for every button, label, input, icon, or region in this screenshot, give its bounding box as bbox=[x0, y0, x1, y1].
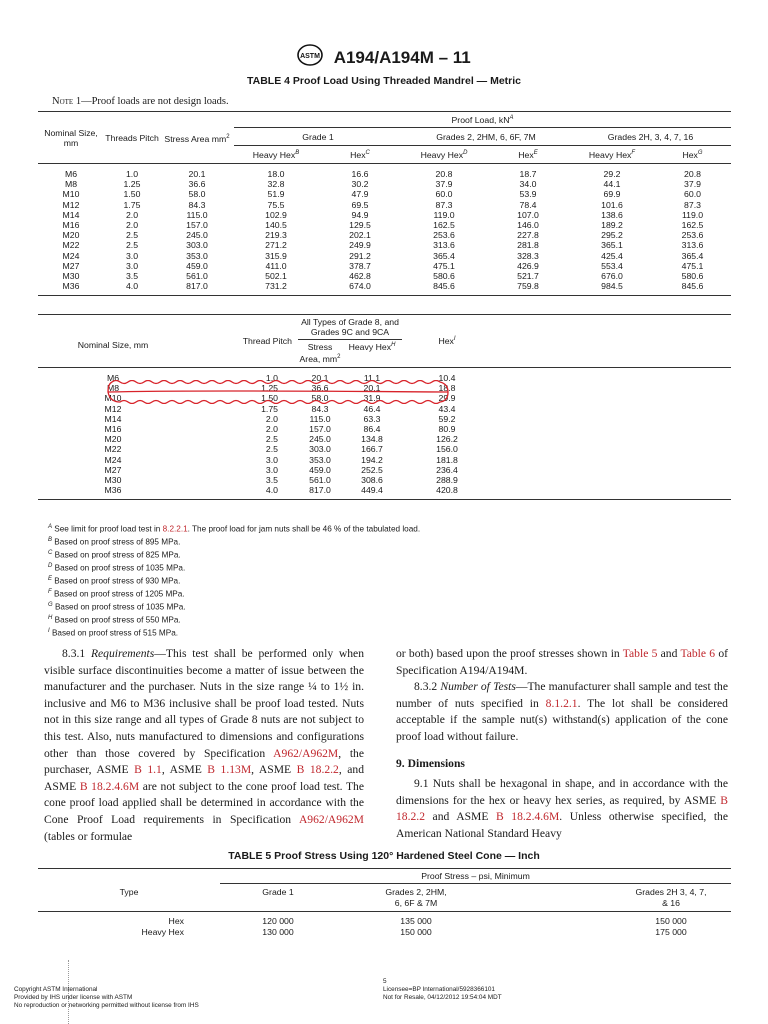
body-right-column bbox=[396, 646, 728, 843]
table-cell: 80.9 bbox=[438, 423, 456, 434]
table-cell: 249.9 bbox=[349, 240, 371, 251]
table-cell: 150 000 bbox=[655, 916, 687, 926]
table-cell: 31.9 bbox=[363, 393, 381, 404]
table-cell: 32.8 bbox=[267, 179, 285, 190]
table-cell: M27 bbox=[104, 464, 122, 475]
col-threads-pitch: Threads Pitch bbox=[104, 112, 160, 164]
col-t5-grades2h: Grades 2H 3, 4, 7, & 16 bbox=[635, 887, 707, 908]
table-cell: 3.0 bbox=[265, 464, 278, 475]
col-g8-hex: Hex$^I$ bbox=[402, 315, 492, 368]
link-a962-b[interactable]: A962/A962M bbox=[298, 812, 364, 826]
table-row bbox=[38, 281, 731, 296]
table-cell: 194.2 bbox=[361, 454, 383, 465]
table-row bbox=[38, 444, 731, 454]
table-row bbox=[38, 271, 731, 281]
table-cell: 303.0 bbox=[309, 444, 331, 455]
table-cell: 449.4 bbox=[361, 485, 383, 496]
table-cell: M24 bbox=[62, 250, 80, 261]
table-row bbox=[38, 210, 731, 220]
table-cell: Heavy Hex bbox=[141, 926, 184, 937]
table-cell: 420.8 bbox=[436, 485, 458, 496]
paragraph-8-3-1: 8.3.1 Requirements—This test shall be performed only when visible surface discontinuities become a matter of issue between the manufacturer and the purchaser. Nuts in the size range ¼ to 1½ in. inclusive and M6 to M36 inclusive shall be proof load tested. Nuts not in this size range and all types of Grade 8 nuts are not subject to this test. Also, nuts manufactured to dimensions and configurations other than those covered by Specification A962/A962M, the purchaser, ASME B 1.1, ASME B 1.13M, ASME B 18.2.2, and ASME B 18.2.4.6M are not subject to the cone proof load test. The cone proof load applied shall be determined in accordance with the Cone Proof Load requirements in Specification A962/A962M (tables or formulae bbox=[44, 647, 364, 843]
table-cell: M14 bbox=[62, 209, 80, 220]
table-cell: 4.0 bbox=[265, 485, 278, 496]
table-row bbox=[38, 927, 731, 938]
table-cell: 18.8 bbox=[438, 383, 456, 394]
table-cell: 175 000 bbox=[655, 926, 687, 937]
table-cell: M24 bbox=[104, 454, 122, 465]
table-cell: 459.0 bbox=[309, 464, 331, 475]
table-cell: 1.75 bbox=[261, 403, 278, 414]
table-cell: 18.7 bbox=[519, 169, 537, 179]
table-row bbox=[38, 485, 731, 500]
table-row bbox=[38, 240, 731, 250]
col-g8-heavy-hex: Heavy Hex$^H$ bbox=[342, 340, 402, 368]
page-number: 5 bbox=[383, 978, 387, 985]
table-cell: 4.0 bbox=[125, 281, 139, 292]
col-g2-hex: Hex$^E$ bbox=[518, 149, 538, 160]
table-cell: 502.1 bbox=[265, 271, 287, 282]
col-g1-hex: Hex$^C$ bbox=[350, 149, 370, 160]
link-a962[interactable]: A962/A962M bbox=[273, 746, 339, 760]
table-grade8-proof-load bbox=[38, 314, 731, 500]
table-cell: 313.6 bbox=[681, 240, 704, 251]
table-cell: 129.5 bbox=[349, 220, 371, 231]
table-cell: M16 bbox=[104, 423, 122, 434]
col-t5-type: Type bbox=[119, 886, 139, 897]
table-cell: 181.8 bbox=[436, 454, 458, 465]
table-cell: M27 bbox=[62, 260, 80, 271]
table-cell: 2.0 bbox=[125, 220, 139, 231]
table-cell: 219.3 bbox=[265, 230, 287, 241]
table-cell: 202.1 bbox=[349, 230, 371, 241]
col-g8-group-header: All Types of Grade 8, and Grades 9C and 9CA bbox=[298, 315, 402, 340]
table-cell: 135 000 bbox=[400, 916, 432, 926]
svg-text:ASTM: ASTM bbox=[300, 53, 321, 60]
table-cell: 36.6 bbox=[311, 383, 329, 394]
link-8-1-2-1[interactable]: 8.1.2.1 bbox=[545, 696, 578, 710]
table-cell: 30.2 bbox=[351, 179, 369, 190]
table4-proof-load bbox=[38, 111, 731, 296]
table-cell: 1.50 bbox=[261, 393, 278, 404]
table-cell: 252.5 bbox=[361, 464, 383, 475]
table-cell: 20.8 bbox=[684, 169, 701, 179]
col-nominal-size: Nominal Size, mm bbox=[38, 112, 104, 164]
table-cell: 138.6 bbox=[601, 209, 623, 220]
col-grade1: Grade 1 bbox=[234, 128, 402, 146]
table-cell: 1.25 bbox=[123, 179, 141, 190]
link-table5[interactable]: Table 5 bbox=[622, 647, 658, 660]
col-grades2h: Grades 2H, 3, 4, 7, 16 bbox=[570, 128, 731, 146]
table-cell: 43.4 bbox=[438, 403, 456, 414]
table-cell: M8 bbox=[106, 383, 120, 394]
table-cell: M20 bbox=[62, 230, 80, 241]
table-cell: 20.8 bbox=[435, 169, 453, 179]
table5-caption: TABLE 5 Proof Stress Using 120° Hardened Steel Cone — Inch bbox=[228, 850, 540, 862]
col-proof-load: Proof Load, $kN^A$ bbox=[234, 112, 731, 128]
table-row bbox=[38, 230, 731, 240]
table-cell: 87.3 bbox=[684, 199, 701, 210]
table-cell: 227.8 bbox=[517, 230, 539, 241]
col-grades2: Grades 2, 2HM, 6, 6F, 7M bbox=[402, 128, 570, 146]
table-cell: 475.1 bbox=[681, 260, 704, 271]
table-cell: M20 bbox=[104, 434, 122, 445]
table-cell: 1.25 bbox=[261, 383, 278, 394]
table-cell: 29.9 bbox=[438, 393, 456, 404]
footer-left: Copyright ASTM International Provided by IHS under license with ASTM No reproduction or networking permitted without license from IHS bbox=[14, 986, 199, 1009]
table-row bbox=[38, 179, 731, 189]
table-cell: 580.6 bbox=[433, 271, 455, 282]
table-cell: M36 bbox=[104, 485, 122, 496]
astm-logo-icon bbox=[297, 44, 323, 71]
col-t5-grade1: Grade 1 bbox=[262, 887, 294, 897]
table-cell: 236.4 bbox=[436, 464, 458, 475]
table-row bbox=[38, 455, 731, 465]
table-cell: 426.9 bbox=[517, 260, 539, 271]
table-cell: 425.4 bbox=[601, 250, 623, 261]
table-cell: 60.0 bbox=[684, 189, 701, 200]
col-g8-stress-area: Stress Area, $mm^2$ bbox=[298, 340, 342, 368]
table-cell: 94.9 bbox=[351, 209, 369, 220]
table-cell: 2.0 bbox=[265, 413, 278, 424]
link-b18-2-4-6m-b[interactable]: B 18.2.4.6M bbox=[496, 810, 560, 824]
table-cell: 10.4 bbox=[438, 372, 456, 383]
table-cell: 2.5 bbox=[265, 444, 278, 455]
col-g2-heavy-hex: Heavy Hex$^D$ bbox=[420, 149, 468, 160]
table-cell: 29.2 bbox=[603, 169, 621, 179]
col-g8-nominal: Nominal Size, mm bbox=[38, 315, 188, 368]
table-row bbox=[38, 164, 731, 180]
annotation-highlight-icon bbox=[104, 380, 454, 404]
table-cell: Hex bbox=[168, 916, 184, 926]
table-cell: 817.0 bbox=[309, 485, 331, 496]
table-cell: 3.5 bbox=[125, 271, 139, 282]
table-cell: 759.8 bbox=[517, 281, 539, 292]
table-cell: M8 bbox=[64, 179, 78, 190]
table-cell: 817.0 bbox=[186, 281, 208, 292]
col-t5-group: Proof Stress – psi, Minimum bbox=[220, 869, 731, 884]
table-cell: 120 000 bbox=[262, 916, 294, 926]
footnote: $^F$ Based on proof stress of 1205 MPa. bbox=[48, 589, 185, 599]
table-cell: 1.0 bbox=[125, 169, 139, 179]
table-cell: 150 000 bbox=[400, 926, 432, 937]
table-cell: 162.5 bbox=[433, 220, 455, 231]
table-cell: 308.6 bbox=[361, 474, 383, 485]
table-cell: 271.2 bbox=[265, 240, 287, 251]
table-row bbox=[38, 200, 731, 210]
table-row bbox=[38, 434, 731, 444]
table-cell: 315.9 bbox=[265, 250, 287, 261]
table-cell: 521.7 bbox=[517, 271, 539, 282]
table-row bbox=[38, 424, 731, 434]
table-cell: 328.3 bbox=[517, 250, 539, 261]
table-cell: 845.6 bbox=[433, 281, 455, 292]
table-cell: 411.0 bbox=[265, 260, 287, 271]
table-cell: 59.2 bbox=[438, 413, 456, 424]
table-cell: 53.9 bbox=[519, 189, 537, 200]
table-cell: 1.0 bbox=[265, 372, 278, 383]
footnote: $^I$ Based on proof stress of 515 MPa. bbox=[48, 628, 179, 638]
table-cell: 2.0 bbox=[125, 209, 139, 220]
table-row bbox=[38, 465, 731, 475]
table-cell: 166.7 bbox=[361, 444, 383, 455]
table-cell: 11.1 bbox=[363, 372, 381, 383]
table-cell: 134.8 bbox=[361, 434, 383, 445]
table-row bbox=[38, 912, 731, 927]
table-cell: M6 bbox=[64, 169, 78, 179]
footnote: $^C$ Based on proof stress of 825 MPa. bbox=[48, 550, 181, 560]
table-cell: 34.0 bbox=[519, 179, 537, 190]
table-cell: 365.4 bbox=[681, 250, 704, 261]
table-cell: 63.3 bbox=[363, 413, 381, 424]
table-cell: 731.2 bbox=[265, 281, 287, 292]
link-b1-1[interactable]: B 1.1 bbox=[134, 763, 162, 777]
table-cell: M12 bbox=[62, 199, 80, 210]
table-cell: 1.75 bbox=[123, 199, 141, 210]
section-heading-dimensions: 9. Dimensions bbox=[396, 756, 465, 770]
table-cell: 365.1 bbox=[601, 240, 623, 251]
table-cell: 20.1 bbox=[311, 372, 329, 383]
table-cell: 378.7 bbox=[349, 260, 371, 271]
table-cell: 674.0 bbox=[349, 281, 371, 292]
table-cell: 20.1 bbox=[188, 169, 206, 179]
table-cell: 37.9 bbox=[435, 179, 453, 190]
table-cell: 47.9 bbox=[351, 189, 369, 200]
footnote: $^D$ Based on proof stress of 1035 MPa. bbox=[48, 563, 186, 573]
table-cell: 20.1 bbox=[363, 383, 381, 394]
table-cell: 37.9 bbox=[684, 179, 701, 190]
table-cell: 189.2 bbox=[601, 220, 623, 231]
table-cell: 2.0 bbox=[265, 423, 278, 434]
table-row bbox=[38, 261, 731, 271]
table-cell: 58.0 bbox=[311, 393, 329, 404]
table-row bbox=[38, 404, 731, 414]
table-cell: 58.0 bbox=[188, 189, 206, 200]
table-cell: 245.0 bbox=[186, 230, 208, 241]
table-cell: 84.3 bbox=[311, 403, 329, 414]
table-cell: M30 bbox=[104, 474, 122, 485]
table-cell: M36 bbox=[62, 281, 80, 292]
col-stress-area: Stress Area $mm^2$ bbox=[160, 112, 234, 164]
table-cell: M6 bbox=[106, 372, 120, 383]
paragraph-8-3-1-cont: or both) based upon the proof stresses shown in Table 5 and Table 6 of Specification A194/A194M. bbox=[396, 647, 729, 677]
table-cell: 3.0 bbox=[125, 260, 139, 271]
footnote: $^H$ Based on proof stress of 550 MPa. bbox=[48, 615, 181, 625]
table-cell: M22 bbox=[62, 240, 80, 251]
link-table6[interactable]: Table 6 bbox=[680, 647, 716, 660]
footnote: $^E$ Based on proof stress of 930 MPa. bbox=[48, 576, 181, 586]
table-cell: 126.2 bbox=[436, 434, 458, 445]
table-cell: 580.6 bbox=[681, 271, 704, 282]
table-row bbox=[38, 475, 731, 485]
table-cell: 44.1 bbox=[603, 179, 621, 190]
link-b1-13m[interactable]: B 1.13M bbox=[207, 763, 252, 777]
table-cell: 16.6 bbox=[351, 169, 369, 179]
table-cell: 102.9 bbox=[265, 209, 287, 220]
table-cell: M10 bbox=[104, 393, 122, 404]
table-cell: 162.5 bbox=[681, 220, 704, 231]
table-cell: 253.6 bbox=[681, 230, 704, 241]
table-cell: 2.5 bbox=[125, 230, 139, 241]
table-footnotes bbox=[48, 522, 420, 639]
table-cell: 3.0 bbox=[265, 454, 278, 465]
table4-caption: TABLE 4 Proof Load Using Threaded Mandrel — Metric bbox=[247, 75, 521, 87]
table-cell: 119.0 bbox=[433, 209, 455, 220]
table-cell: 51.9 bbox=[267, 189, 285, 200]
table-cell: 984.5 bbox=[601, 281, 623, 292]
link-b18-2-4-6m[interactable]: B 18.2.4.6M bbox=[79, 779, 140, 793]
table-cell: 36.6 bbox=[188, 179, 206, 190]
col-g1-heavy-hex: Heavy Hex$^B$ bbox=[252, 149, 300, 160]
table-cell: 69.9 bbox=[603, 189, 621, 200]
table-cell: 676.0 bbox=[601, 271, 623, 282]
table-cell: 84.3 bbox=[188, 199, 206, 210]
table-cell: 119.0 bbox=[681, 209, 704, 220]
body-left-column bbox=[44, 646, 364, 845]
col-t5-grades2: Grades 2, 2HM, 6, 6F & 7M bbox=[385, 887, 447, 908]
link-8-2-2-1[interactable]: 8.2.2.1 bbox=[162, 524, 188, 534]
col-g8-thread-pitch: Thread Pitch bbox=[188, 315, 298, 368]
table-cell: 553.4 bbox=[601, 260, 623, 271]
paragraph-9-1: 9.1 Nuts shall be hexagonal in shape, and in accordance with the dimensions for the hex or heavy hex series, as required, by ASME B 18.2.2 and ASME B 18.2.4.6M. Unless otherwise specified, the American National Standard Heavy bbox=[396, 777, 728, 840]
table-cell: 845.6 bbox=[681, 281, 704, 292]
col-g3-heavy-hex: Heavy Hex$^F$ bbox=[588, 149, 636, 160]
table-cell: 253.6 bbox=[433, 230, 455, 241]
table-cell: 1.50 bbox=[123, 189, 141, 200]
table-cell: 146.0 bbox=[517, 220, 539, 231]
table-cell: 156.0 bbox=[436, 444, 458, 455]
table-cell: 365.4 bbox=[433, 250, 455, 261]
page-header bbox=[0, 44, 768, 71]
table-row bbox=[38, 220, 731, 230]
table-cell: 18.0 bbox=[267, 169, 285, 179]
footnote-a: $^A$ See limit for proof load test in 8.2.2.1. The proof load for jam nuts shall be 46 % of the tabulated load. bbox=[48, 524, 421, 534]
table-cell: 101.6 bbox=[601, 199, 623, 210]
table-cell: 313.6 bbox=[433, 240, 455, 251]
table-cell: 561.0 bbox=[186, 271, 208, 282]
table-cell: 303.0 bbox=[186, 240, 208, 251]
table-cell: 3.0 bbox=[125, 250, 139, 261]
table-cell: 60.0 bbox=[435, 189, 453, 200]
table-cell: 2.5 bbox=[265, 434, 278, 445]
table5-proof-stress bbox=[38, 868, 731, 937]
table-cell: 157.0 bbox=[186, 220, 208, 231]
table-cell: M16 bbox=[62, 220, 80, 231]
table-cell: 87.3 bbox=[435, 199, 453, 210]
table-cell: M14 bbox=[104, 413, 122, 424]
link-b18-2-2-b[interactable]: B 18.2.2 bbox=[396, 793, 728, 824]
table-cell: 459.0 bbox=[186, 260, 208, 271]
table-cell: 69.5 bbox=[351, 199, 369, 210]
table-cell: 75.5 bbox=[267, 199, 285, 210]
table-row bbox=[38, 251, 731, 261]
document-id: A194/A194M – 11 bbox=[333, 47, 471, 67]
table-cell: M22 bbox=[104, 444, 122, 455]
footnote: $^B$ Based on proof stress of 895 MPa. bbox=[48, 537, 181, 547]
footnote: $^G$ Based on proof stress of 1035 MPa. bbox=[48, 602, 186, 612]
table-cell: 115.0 bbox=[309, 413, 331, 424]
table-cell: 561.0 bbox=[309, 474, 331, 485]
table-cell: 353.0 bbox=[186, 250, 208, 261]
paragraph-8-3-2: 8.3.2 Number of Tests—The manufacturer shall sample and test the number of nuts specified in 8.1.2.1. The lot shall be considered acceptable if the sample nut(s) withstand(s) application of the cone proof load without failure. bbox=[396, 680, 728, 743]
table-cell: M12 bbox=[104, 403, 122, 414]
table-row bbox=[38, 189, 731, 199]
col-g3-hex: Hex$^G$ bbox=[682, 149, 703, 160]
table-cell: 3.5 bbox=[265, 474, 278, 485]
table-cell: 115.0 bbox=[186, 209, 208, 220]
table-cell: 295.2 bbox=[601, 230, 623, 241]
table-cell: 2.5 bbox=[125, 240, 139, 251]
table-cell: 462.8 bbox=[349, 271, 371, 282]
table-cell: 46.4 bbox=[363, 403, 381, 414]
footer-right: Licensee=BP International/5928366101 Not for Resale, 04/12/2012 19:54:04 MDT bbox=[383, 986, 502, 1001]
table-cell: 130 000 bbox=[262, 926, 294, 937]
table-cell: 475.1 bbox=[433, 260, 455, 271]
link-b18-2-2[interactable]: B 18.2.2 bbox=[296, 763, 339, 777]
table-cell: 245.0 bbox=[309, 434, 331, 445]
table-cell: 86.4 bbox=[363, 423, 381, 434]
table-cell: 288.9 bbox=[436, 474, 458, 485]
table-cell: 140.5 bbox=[265, 220, 287, 231]
table-cell: 281.8 bbox=[517, 240, 539, 251]
table-cell: 107.0 bbox=[517, 209, 539, 220]
table-cell: M30 bbox=[62, 271, 80, 282]
table-cell: 78.4 bbox=[519, 199, 537, 210]
table-row bbox=[38, 414, 731, 424]
table-cell: 157.0 bbox=[309, 423, 331, 434]
table-cell: 353.0 bbox=[309, 454, 331, 465]
table-cell: 291.2 bbox=[349, 250, 371, 261]
table4-note: Note 1—Proof loads are not design loads. bbox=[52, 96, 229, 107]
table-cell: M10 bbox=[62, 189, 80, 200]
